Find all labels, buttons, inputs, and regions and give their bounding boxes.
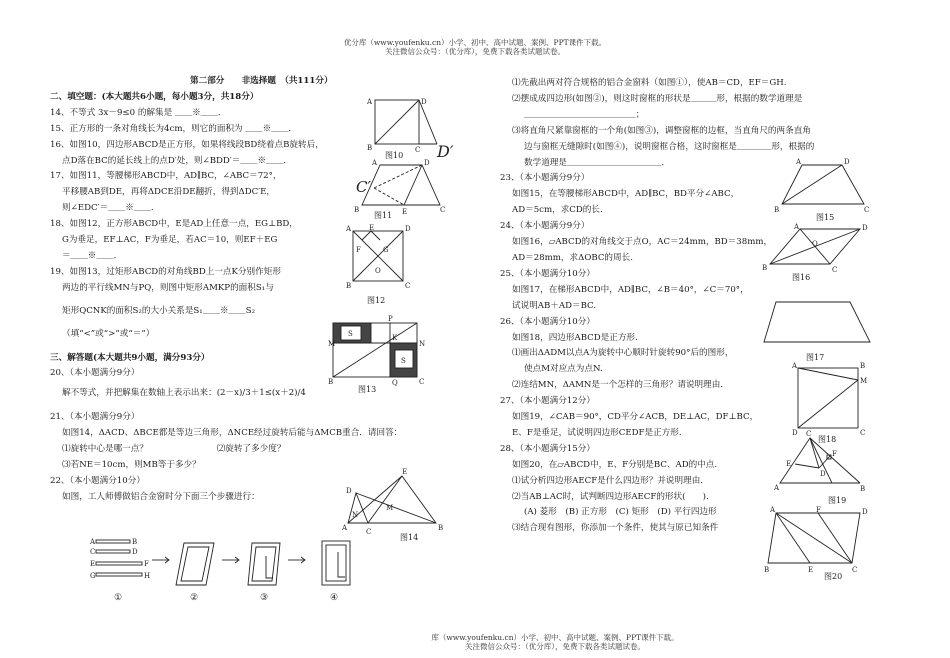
question-19-line3: 矩形QCNK的面积S₂的大小关系是S₁＿＿※＿＿S₂ [62, 305, 256, 316]
q22-step-2: ⑵摆成成四边形(如图②)，则这时窗框的形状是＿＿＿形，根据的数学道理是 [512, 93, 803, 104]
svg-text:C: C [415, 146, 421, 154]
part-title: 第二部分 非选择题 （共111分） [190, 76, 333, 86]
question-19-line1: 19、如图13，过矩形ABCD的对角线BD上一点K分别作矩形 [50, 266, 281, 277]
figure-17 [758, 292, 878, 364]
question-26-line1: 如图18，四边形ABCD是正方形. [512, 332, 638, 343]
frame-step-3-outer [248, 543, 280, 585]
svg-text:D: D [405, 225, 411, 233]
question-26-line4: ⑵连结MN，ΔAMN是一个怎样的三角形？请说明理由. [512, 380, 724, 391]
svg-text:D′: D′ [437, 142, 454, 161]
fig10-diagonal-bd [375, 100, 419, 144]
question-24-line2: AD＝28mm，求ΔOBC的周长. [512, 252, 633, 263]
question-18-line3: ＝＿＿※＿＿． [62, 250, 123, 261]
svg-text:A: A [774, 484, 780, 492]
svg-text:B: B [346, 282, 352, 290]
fig10-caption: 图10 [385, 151, 404, 160]
svg-text:F: F [832, 450, 837, 458]
svg-text:B: B [860, 485, 866, 493]
header-line-1: 优分库（www.youfenku.cn）小学、初中、高中试题、案例、PPT课件下载。 [343, 38, 607, 47]
fig18-am [798, 368, 858, 380]
fig19-df [819, 456, 830, 468]
svg-text:B: B [762, 264, 768, 272]
svg-text:N: N [419, 340, 426, 348]
fig17-caption: 图17 [806, 353, 825, 362]
svg-text:B: B [860, 362, 866, 370]
svg-text:C: C [852, 566, 858, 574]
question-20-text: 解不等式，并把解集在数轴上表示出来：(2－x)/3＋1≤(x＋2)/4 [62, 388, 306, 399]
svg-text:Q: Q [392, 379, 398, 387]
question-26: 26、（本小题满分10分） [500, 316, 595, 327]
svg-text:C: C [419, 378, 425, 386]
fig14-caption: 图14 [400, 533, 419, 542]
svg-text:A: A [796, 158, 802, 166]
svg-text:C: C [366, 528, 372, 536]
question-24: 24、（本小题满分9分） [500, 221, 590, 232]
svg-text:E: E [786, 460, 792, 468]
question-21: 21、（本小题满分9分） [50, 412, 140, 423]
svg-text:E: E [402, 208, 408, 216]
svg-text:B: B [354, 206, 360, 214]
fig18-dm [798, 380, 858, 428]
svg-text:D: D [792, 429, 798, 437]
fig18-caption: 图18 [818, 435, 837, 444]
figure-19 [772, 428, 872, 508]
svg-text:C: C [440, 206, 446, 214]
svg-text:G: G [383, 246, 389, 254]
svg-text:O: O [812, 240, 818, 248]
svg-text:C′: C′ [356, 178, 371, 196]
question-21-part12: ⑴旋转中心是哪一点？ ⑵旋转了多少度？ [62, 444, 286, 455]
fig11-caption: 图11 [374, 211, 393, 220]
step-label-1: ① [114, 593, 123, 603]
svg-text:K: K [392, 334, 398, 342]
fig13-s1-label: S [348, 330, 353, 338]
question-21-part3: ⑶若NE＝10cm，则MB等于多少？ [62, 459, 201, 470]
question-18-line1: 18、如图12，正方形ABCD中，E是AD上任意一点，EG⊥BD， [50, 219, 298, 230]
footer-line-1: 库（www.youfenku.cn）小学、初中、高中试题、案例、PPT课件下载。 [431, 633, 679, 642]
question-23-line1: 如图15，在等腰梯形ABCD中，AD∥BC，BD平分∠ABC， [512, 189, 740, 200]
svg-text:M: M [328, 340, 336, 348]
svg-text:D: D [862, 224, 868, 232]
question-17-line1: 17、如图11，等腰梯形ABCD中，AD∥BC，∠ABC＝72°， [50, 171, 282, 182]
svg-text:M: M [386, 504, 394, 512]
question-28-line2: ⑴试分析四边形AECF是什么四边形？并说明理由. [512, 475, 704, 486]
set-square-step-4 [338, 552, 345, 577]
question-28-line4: ⑶结合现有图形，你添加一个条件，使其与原已知条件 [512, 523, 719, 534]
set-square-step-3 [266, 556, 273, 578]
question-28-line1: 如图20，在▱ABCD中，E、F分别是BC、AD的中点. [512, 459, 718, 470]
fig12-caption: 图12 [367, 296, 386, 305]
svg-text:O: O [375, 267, 381, 275]
fig16-caption: 图16 [792, 273, 811, 282]
question-16-line2: 点D落在BC的延长线上的点D′处，则∠BDD′＝＿＿※＿＿． [62, 155, 292, 166]
question-17-line3: 则∠EDC′＝＿＿※＿＿． [62, 203, 160, 214]
svg-text:A: A [346, 225, 352, 233]
question-26-line2: ⑴画出ΔADM以点A为旋转中心顺时针旋转90°后的图形， [512, 348, 734, 359]
fig20-caption: 图20 [824, 572, 843, 581]
step-label-4: ④ [330, 593, 339, 603]
question-19-line2: 两边的平行线MN与PQ，则图中矩形AMKP的面积S₁与 [62, 282, 274, 293]
fig19-cb [810, 438, 860, 483]
svg-text:H: H [144, 572, 151, 580]
svg-text:D: D [424, 159, 430, 167]
footer-line-2: 关注微信公众号：（优分库），免费下载各类试题试卷。 [465, 642, 645, 651]
question-26-line3: 使点M对应点为点N. [524, 364, 603, 375]
question-15: 15、正方形的一条对角线长为4cm，则它的面积为 ＿＿※＿＿． [50, 123, 297, 134]
question-28-options: (A) 菱形 (B) 正方形 (C) 矩形 (D) 平行四边形 [524, 507, 717, 518]
question-27-line1: 如图19，∠CAB＝90°，CD平分∠ACB，DE⊥AC，DF⊥BC， [512, 412, 759, 423]
fig11-trapezoid [362, 165, 440, 205]
svg-text:C: C [405, 282, 411, 290]
section-solve-title: 三、解答题(本大题共9小题，满分93分） [50, 352, 210, 363]
window-steps-figure [90, 538, 380, 606]
fig14-triangle-bce [368, 476, 436, 523]
fig10-segment-dd [419, 100, 437, 144]
question-27: 27、（本小题满分12分） [500, 396, 595, 407]
question-22-text: 如图，工人师傅做铝合金窗时分下面三个步骤进行： [62, 491, 260, 502]
header-line-2: 关注微信公众号：（优分库），免费下载各类试题试卷。 [385, 47, 565, 56]
question-25-line2: 试说明AB＋AD＝BC. [512, 300, 597, 311]
step-label-3: ③ [260, 593, 269, 603]
fig11-dc-prime [374, 165, 422, 188]
svg-text:A: A [792, 362, 798, 370]
q22-step-3c: 数学道理是＿＿＿＿＿＿＿＿＿＿＿． [524, 157, 671, 168]
svg-text:E: E [402, 468, 408, 476]
svg-text:A: A [372, 159, 378, 167]
svg-text:E: E [90, 560, 96, 568]
svg-text:F: F [816, 506, 821, 514]
figure-10 [365, 95, 455, 165]
svg-text:E: E [369, 224, 375, 232]
question-27-line2: E、F是垂足，试说明四边形CEDF是正方形. [512, 427, 682, 438]
frame-step-2-inner [181, 547, 209, 581]
fig15-diagonal-bd [782, 165, 842, 204]
question-18-line2: G为垂足，EF⊥AC，F为垂足，若AC＝10，则EF＋EG [62, 235, 278, 246]
svg-text:D: D [421, 98, 427, 106]
fig12-ef [362, 231, 371, 240]
svg-text:D: D [862, 508, 868, 516]
figure-20 [764, 508, 874, 580]
bar-cd [96, 550, 130, 553]
svg-text:N: N [352, 511, 359, 519]
svg-text:A: A [90, 538, 96, 546]
frame-step-4-inner [326, 545, 346, 581]
question-25-line1: 如图17，在梯形ABCD中，AD∥BC，∠B＝40°，∠C＝70°， [512, 284, 749, 295]
fig20-ae [776, 513, 810, 563]
fig11-ec-prime [374, 188, 404, 205]
svg-text:F: F [356, 246, 361, 254]
question-17-line2: 平移腰AB到DE，再将ΔDCE沿DE翻折，得到ΔDC′E， [62, 187, 276, 198]
figure-14 [338, 468, 450, 546]
svg-text:C: C [832, 266, 838, 274]
svg-text:B: B [764, 566, 770, 574]
svg-text:A: A [367, 98, 373, 106]
fig19-caption: 图19 [828, 496, 847, 505]
fig14-db [356, 493, 436, 523]
figure-11 [352, 160, 452, 220]
svg-text:F: F [144, 560, 149, 568]
q22-step-1: ⑴先截出两对符合规格的铝合金窗料（如图①），使AB＝CD，EF＝GH. [512, 78, 787, 88]
fig13-s2-label: S [401, 357, 406, 365]
svg-text:B: B [438, 524, 444, 532]
question-23-line2: AD＝5cm，求CD的长. [512, 205, 603, 216]
fig20-fc [818, 513, 852, 563]
fig18-square [798, 368, 858, 428]
svg-text:B: B [367, 144, 373, 152]
fig20-ac [776, 513, 852, 563]
bar-gh [96, 573, 142, 576]
figure-16 [762, 224, 872, 284]
question-21-text: 如图14，ΔACD、ΔBCE都是等边三角形，ΔNCE经过旋转后能与ΔMCB重合．请回答： [62, 428, 403, 439]
question-16-line1: 16、如图10，四边形ABCD是正方形，如果将线段BD绕着点B旋转后， [50, 139, 324, 150]
svg-text:D: D [820, 470, 826, 478]
figure-13 [328, 315, 428, 398]
fig12-eg [371, 231, 380, 240]
question-28-line3: ⑵当AB⊥AC时，试判断四边形AECF的形状( ). [512, 491, 709, 502]
svg-text:M: M [860, 377, 868, 385]
svg-text:G: G [90, 572, 96, 580]
question-22: 22、（本小题满分10分） [50, 475, 145, 486]
q22-step-3: ⑶将直角尺紧靠窗框的一个角(如图③)，调整窗框的边框，当直角尺的两条直角 [512, 125, 811, 136]
q22-step-3b: 边与窗框无缝隙时(如图④)，说明窗框合格，这时窗框是＿＿＿＿形，根据的 [524, 141, 815, 152]
question-25: 25、（本小题满分10分） [500, 268, 595, 279]
question-20: 20、（本小题满分9分） [50, 368, 140, 379]
question-23: 23、（本小题满分9分） [500, 173, 590, 184]
svg-text:B: B [328, 378, 334, 386]
svg-text:D: D [346, 487, 352, 495]
step-label-2: ② [190, 593, 199, 603]
svg-text:B: B [132, 538, 138, 546]
figure-12 [345, 225, 415, 313]
svg-text:C: C [864, 206, 870, 214]
fig19-de [795, 464, 819, 468]
svg-text:A: A [794, 223, 800, 231]
q22-step-2b: ＿＿＿＿＿＿＿＿＿＿＿＿＿； [524, 109, 645, 120]
question-28: 28、（本小题满分15分） [500, 443, 595, 454]
section-fill-blank-title: 二、填空题：(本大题共6小题，每小题3分，共18分） [50, 91, 259, 102]
svg-text:A: A [342, 524, 348, 532]
fig17-trapezoid [764, 302, 870, 342]
fig13-caption: 图13 [358, 385, 377, 394]
svg-text:E: E [808, 566, 814, 574]
frame-step-3-inner [252, 547, 276, 581]
question-14: 14、不等式 3x－9≤0 的解集是 ＿＿※＿＿． [50, 107, 227, 118]
svg-text:D: D [844, 158, 850, 166]
svg-text:D: D [132, 548, 138, 556]
svg-text:C: C [90, 548, 96, 556]
bar-ab [96, 540, 130, 543]
svg-text:A: A [770, 506, 776, 514]
svg-text:P: P [388, 315, 393, 323]
fig11-de [404, 165, 422, 205]
svg-text:C: C [806, 430, 812, 438]
svg-text:C: C [860, 429, 866, 437]
fig15-caption: 图15 [816, 213, 835, 222]
figure-15 [774, 160, 874, 225]
bar-ef [96, 562, 142, 565]
question-19-line4: （填“<”或“>”或“＝”） [62, 328, 155, 339]
question-24-line1: 如图16，▱ABCD的对角线交于点O，AC＝24mm，BD＝38mm， [512, 237, 773, 248]
fig15-trapezoid [782, 165, 864, 204]
svg-text:B: B [774, 206, 780, 214]
